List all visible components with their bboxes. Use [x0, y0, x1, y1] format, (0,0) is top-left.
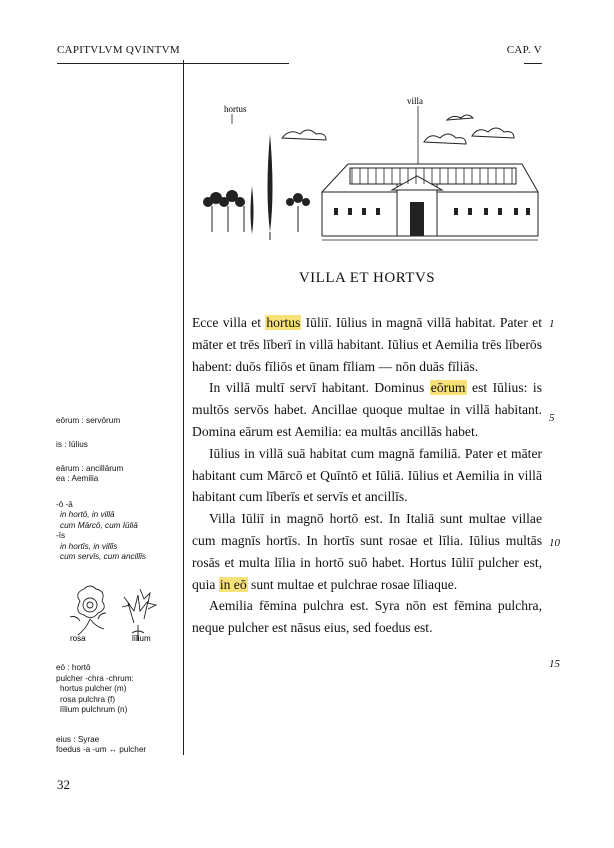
label-lilium: līlium: [132, 634, 151, 643]
note-eius: eius : Syrae foedus -a -um ↔ pulcher: [56, 735, 147, 755]
line-number-10: 10: [549, 537, 560, 549]
line-number-15: 15: [549, 658, 560, 670]
paragraph-3: Iūlius in villā suā habitat cum magnā familiā. Pater et māter habitant cum Mārcō et Quīntō et Iūliā. Iūlius et Aemilia in villā habitant cum līberīs et servīs et ancillīs.: [192, 445, 542, 505]
note-ablative: -ō -ā in hortō, in villā cum Mārcō, cum Iūliā -īs in hortīs, in villīs cum servīs, cum ancillīs: [56, 500, 146, 562]
highlight-in-eo: in eō: [219, 576, 247, 592]
note-earum: eārum : ancillārum ea : Aemilia: [56, 464, 124, 484]
page-number: 32: [57, 777, 70, 792]
villa-illustration: [192, 92, 542, 252]
paragraph-2: In villā multī servī habitant. Dominus eōrum est Iūlius: is multōs servōs habet. Ancillae quoque multae in villā habitant. Domina eārum est Aemilia: ea multās ancillās habet.: [192, 380, 542, 439]
note-eorum: eōrum : servōrum: [56, 416, 121, 425]
note-eo: eō : hortō: [56, 663, 91, 672]
paragraph-4: Villa Iūliī in magnō hortō est. In Italiā sunt multae villae cum magnīs hortīs. In hortīs sunt rosae et līlia. Iūlius multās rosās et multa līlia in hortō suō habet. Hortus Iūliī pulcher est, quia in eō sunt multae et pulchrae rosae līliaque.: [192, 511, 542, 592]
margin-divider: [183, 60, 184, 755]
paragraph-1: Ecce villa et hortus Iūliī. Iūlius in magnā villā habitat. Pater et māter et trēs līberī in villā habitant. Iūlius et Aemilia trēs līberōs habent: duōs fīliōs et ūnam fīliam — nōn duās fīliās.: [192, 315, 542, 374]
label-villa: villa: [407, 96, 423, 106]
highlight-hortus: hortus: [266, 315, 301, 330]
paragraph-5: Aemilia fēmina pulchra est. Syra nōn est fēmina pulchra, neque pulcher est nāsus eius, sed foedus est.: [192, 598, 542, 636]
main-text: [192, 312, 542, 639]
line-number-1: 1: [549, 318, 555, 330]
label-rosa: rosa: [70, 634, 86, 643]
running-head-left: CAPITVLVM QVINTVM: [57, 44, 180, 56]
chapter-title: VILLA ET HORTVS: [298, 270, 436, 286]
header-rule-left: [57, 63, 289, 64]
label-hortus: hortus: [224, 104, 247, 114]
rose-and-lily-illustration: [62, 583, 166, 645]
header-rule-right: [524, 63, 542, 64]
note-is: is : Iūlius: [56, 440, 88, 449]
running-head-right: CAP. V: [506, 44, 542, 56]
highlight-eorum: eōrum: [430, 380, 466, 396]
line-number-5: 5: [549, 412, 555, 424]
note-pulcher: pulcher -chra -chrum: hortus pulcher (m) rosa pulchra (f) līlium pulchrum (n): [56, 674, 134, 715]
